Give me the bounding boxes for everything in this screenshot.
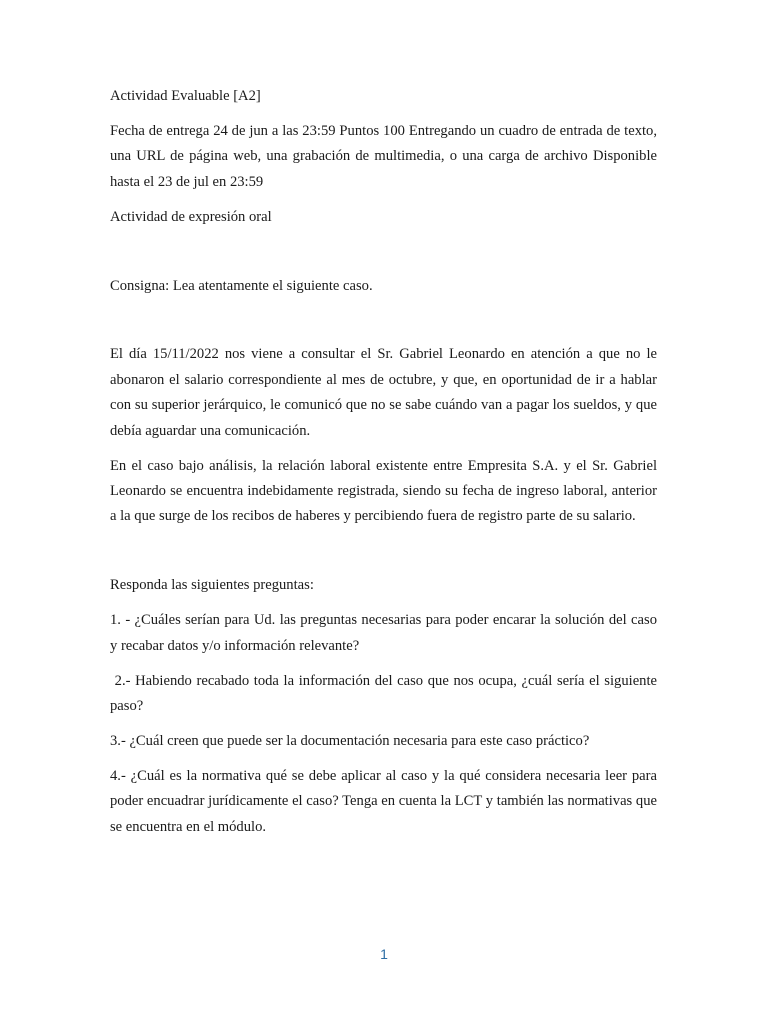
document-title: Actividad Evaluable [A2] [110, 88, 261, 104]
blank-line [110, 240, 657, 274]
activity-subtitle: Actividad de expresión oral [110, 208, 272, 225]
questions-header: Responda las siguientes preguntas: [110, 577, 314, 594]
case-paragraph-1: El día 15/11/2022 nos viene a consultar el Sr. Gabriel Leonardo en atención a que no le abonaron el salario correspondiente al mes de octubre, y que, en oportunidad de ir a hablar con su superior jerárquico, le comunicó que no se sabe cuándo van a pagar los sueldos, y que debía aguardar una comunicación. [110, 346, 657, 439]
activity-meta: Fecha de entrega 24 de jun a las 23:59 Puntos 100 Entregando un cuadro de entrada de texto, una URL de página web, una grabación de multimedia, o una carga de archivo Disponible hasta el 23 de jul en 23:59 [110, 122, 657, 190]
blank-line [110, 308, 657, 342]
question-4: 4.- ¿Cuál es la normativa qué se debe aplicar al caso y la qué considera necesaria leer para poder encuadrar jurídicamente el caso? Tenga en cuenta la LCT y también las normativas que se encuentra en el módulo. [110, 767, 657, 835]
question-1: 1. - ¿Cuáles serían para Ud. las preguntas necesarias para poder encarar la solución del caso y recabar datos y/o información relevante? [110, 612, 657, 654]
question-2: 2.- Habiendo recabado toda la información del caso que nos ocupa, ¿cuál sería el siguiente paso? [110, 672, 661, 714]
question-3: 3.- ¿Cuál creen que puede ser la documentación necesaria para este caso práctico? [110, 732, 590, 749]
instruction-text: Consigna: Lea atentamente el siguiente caso. [110, 277, 373, 294]
document-body [110, 84, 661, 849]
case-paragraph-2: En el caso bajo análisis, la relación laboral existente entre Empresita S.A. y el Sr. Gabriel Leonardo se encuentra indebidamente registrada, siendo su fecha de ingreso laboral, anterior a la que surge de los recibos de haberes y percibiendo fuera de registro parte de su salario. [110, 457, 657, 525]
page-number: 1 [380, 946, 388, 962]
blank-line [110, 539, 657, 573]
